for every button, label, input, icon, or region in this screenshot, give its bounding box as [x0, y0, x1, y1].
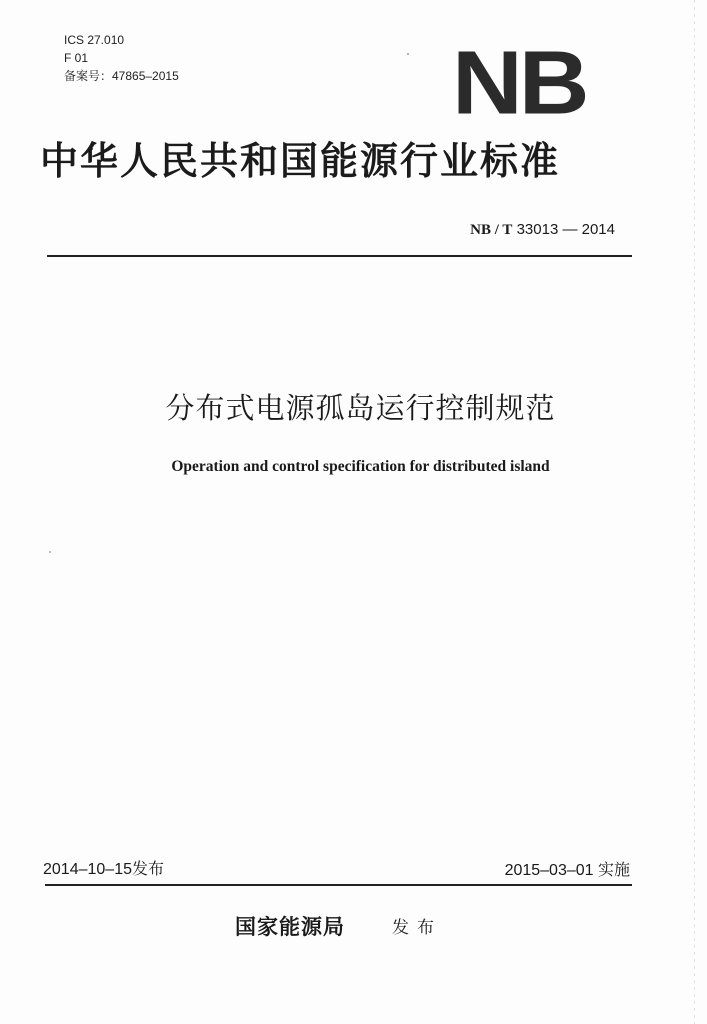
publish-label: 发布 [392, 918, 442, 938]
scan-speck-small [49, 551, 51, 553]
logo-letter-b: B [518, 31, 586, 133]
standard-code: NB / T [470, 222, 513, 238]
scan-speck [407, 53, 409, 55]
issue-date: 2014–10–15发布 [43, 861, 164, 878]
document-title-chinese: 分布式电源孤岛运行控制规范 [165, 391, 556, 425]
nb-logo [452, 31, 592, 133]
implementation-date: 2015–03–01 实施 [504, 862, 630, 879]
scan-edge-line [694, 0, 695, 1024]
standard-category-title: 中华人民共和国能源行业标准 [40, 138, 561, 183]
header-divider [47, 255, 632, 257]
classification-block [64, 31, 179, 85]
document-title-english: Operation and control specification for distributed island [171, 458, 550, 475]
publisher-name: 国家能源局 [235, 914, 345, 939]
footer-divider [45, 884, 632, 886]
logo-letter-n: N [452, 31, 519, 133]
standard-number-value: 33013 — 2014 [516, 221, 615, 238]
ccs-code: F 01 [64, 51, 89, 65]
standard-number [470, 220, 615, 240]
ics-code: ICS 27.010 [64, 33, 125, 47]
filing-number: 备案号：47865–2015 [64, 69, 179, 83]
